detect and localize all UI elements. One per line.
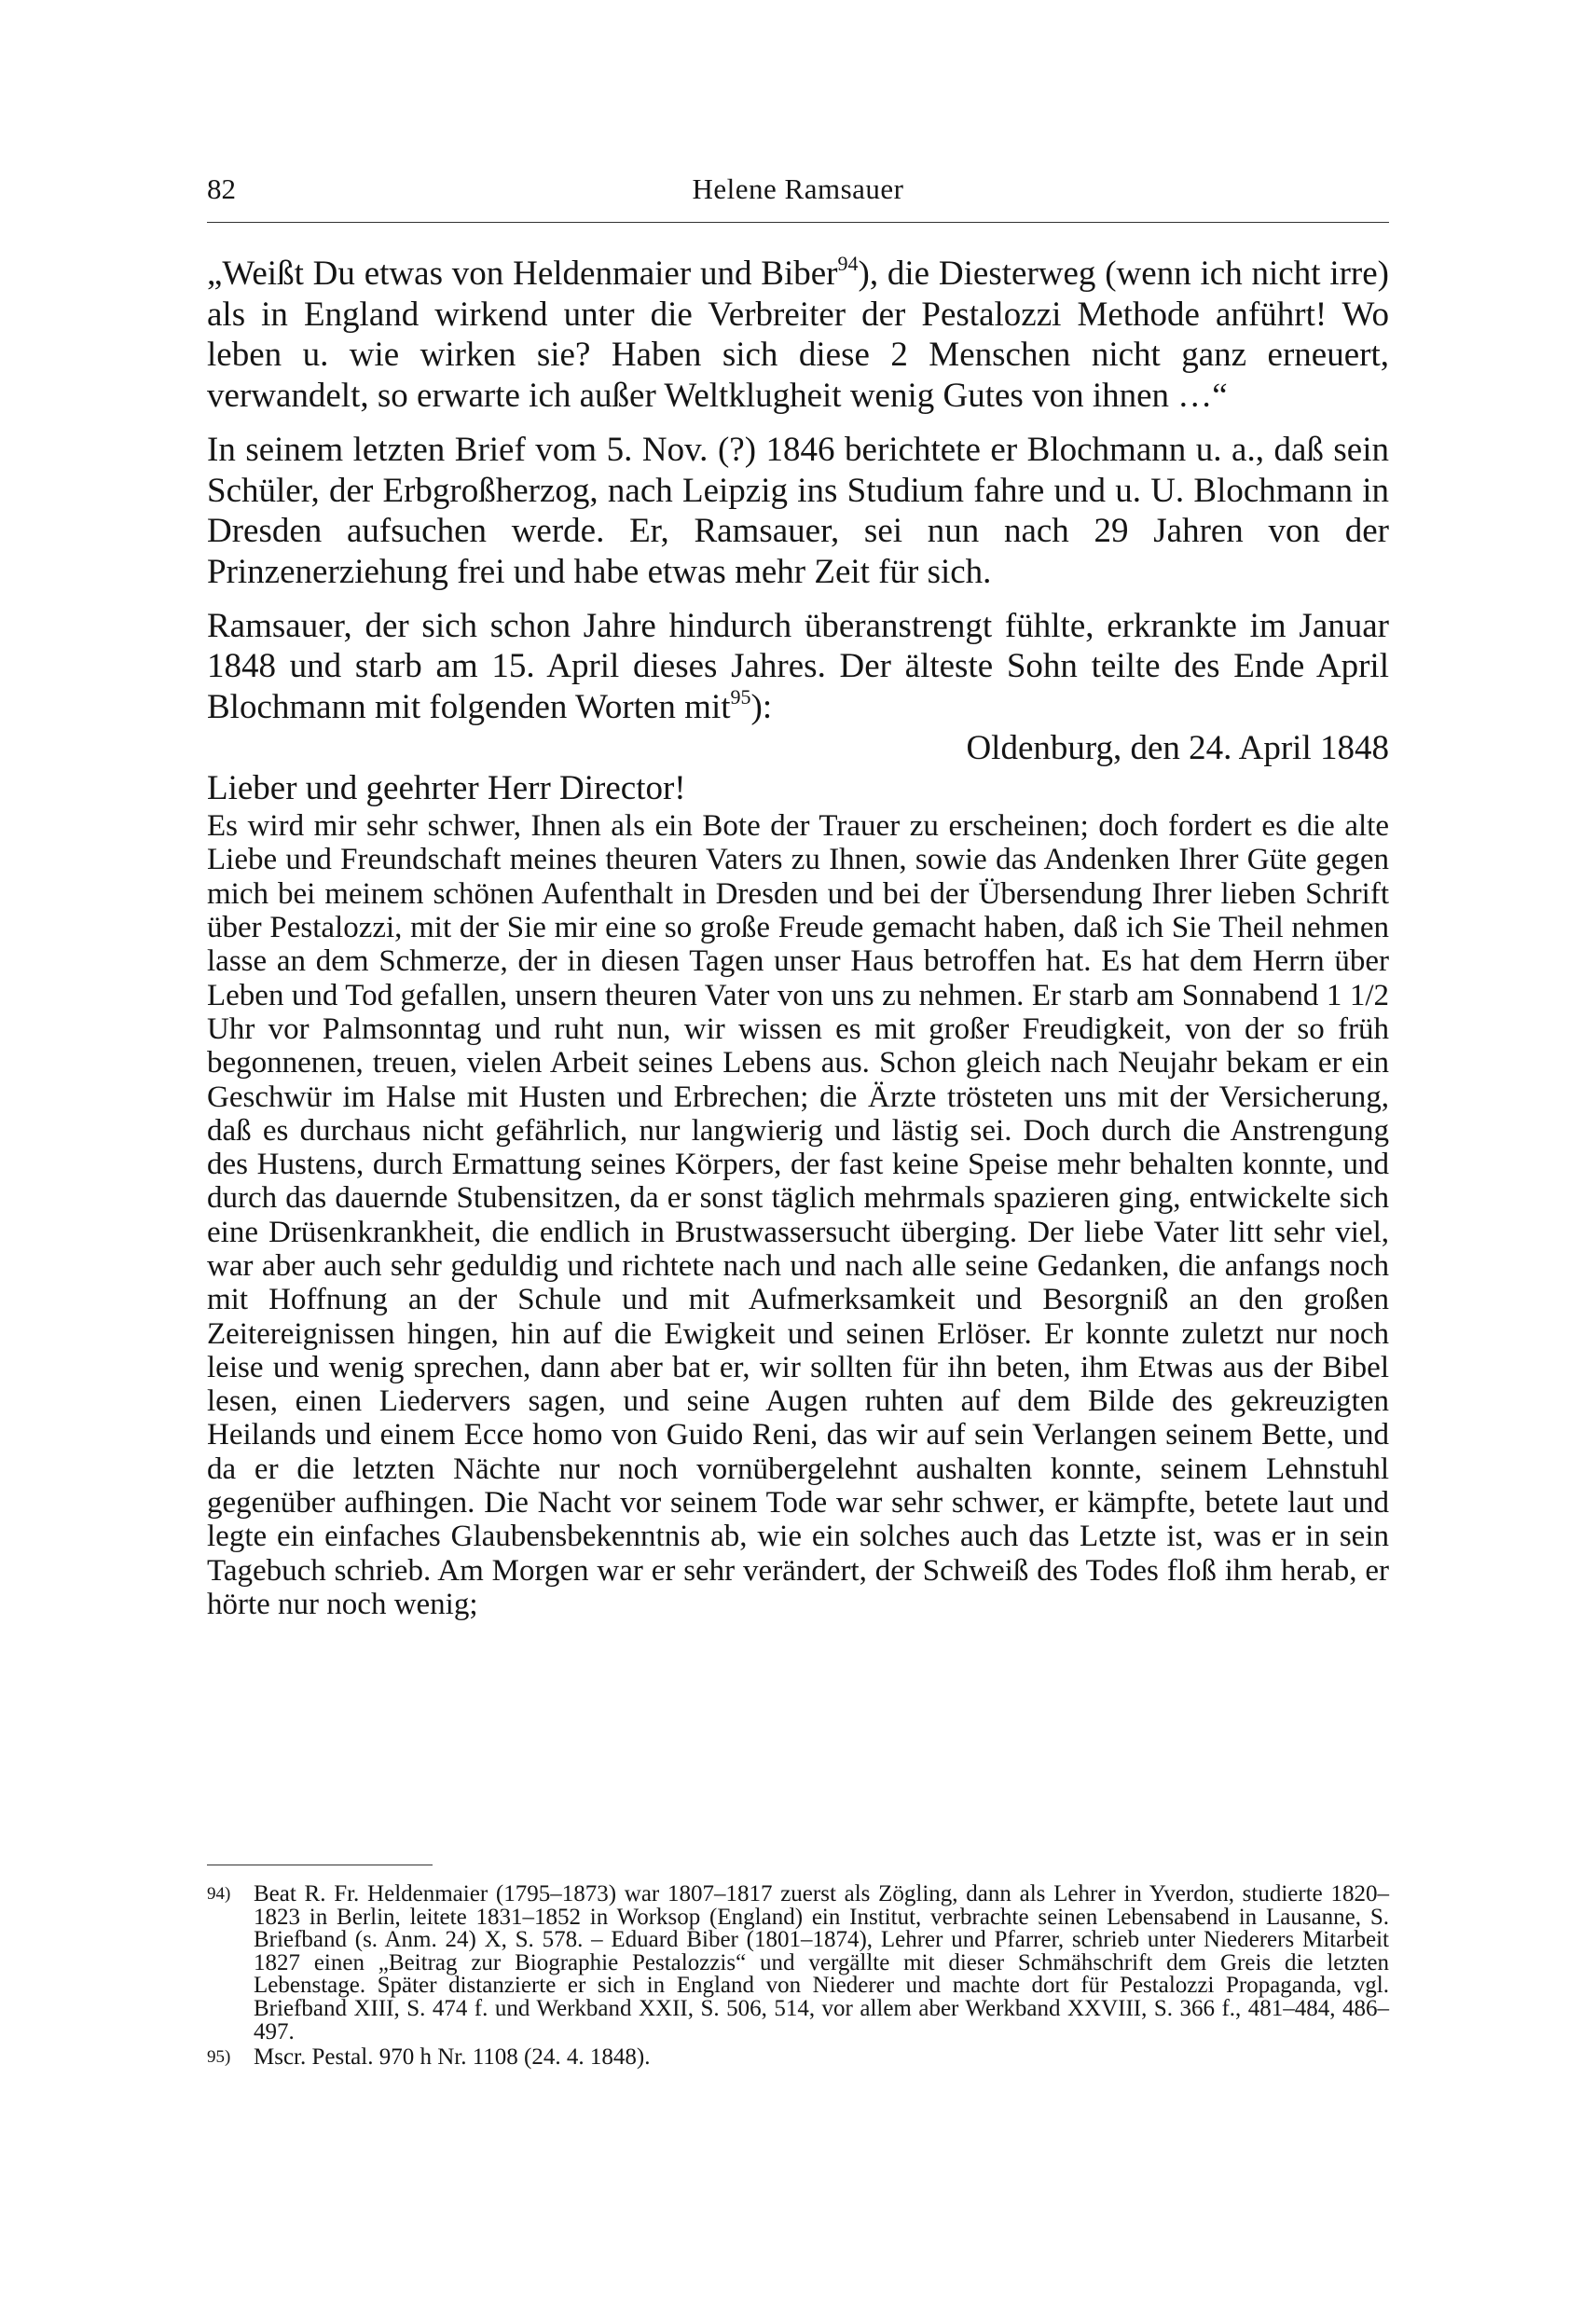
- running-head: Helene Ramsauer: [692, 172, 904, 205]
- page-number: 82: [207, 172, 236, 205]
- footnote-94: [207, 1883, 1389, 2044]
- footnotes-section: [207, 1883, 1389, 2072]
- header-rule: [207, 222, 1389, 223]
- footnote-mark: 95): [207, 2047, 231, 2068]
- footnote-ref-94[interactable]: 94: [837, 252, 859, 275]
- footnote-ref-95[interactable]: 95: [730, 685, 751, 709]
- letter-date-line: Oldenburg, den 24. April 1848: [966, 728, 1389, 767]
- page-header: [207, 171, 1389, 208]
- main-text: [207, 254, 1389, 1621]
- footnote-mark: 94): [207, 1884, 231, 1904]
- body-paragraph-death: [207, 606, 1389, 728]
- quotation-text-start: „Weißt Du etwas von Heldenmaier und Biber: [207, 255, 838, 293]
- letter-salutation: Lieber und geehrter Herr Director!: [207, 769, 686, 808]
- footnote-text: Beat R. Fr. Heldenmaier (1795–1873) war 1807–1817 zuerst als Zögling, dann als Lehrer in Yverdon, studierte 1820–1823 in Berlin, leitete 1831–1852 in Worksop (England) ein Institut, verbrachte seinen Lebensabend in Lausanne, S. Briefband (s. Anm. 24) X, S. 578. – Eduard Biber (1801–1874), Lehrer und Pfarrer, schrieb unter Niederers Mitarbeit 1827 einen „Beitrag zur Biographie Pestalozzis“ und vergällte mit dieser Schmähschrift dem Greis die letzten Lebenstage. Später distanzierte er sich in England von Niederer und machte dort für Pestalozzi Propaganda, vgl. Briefband XIII, S. 474 f. und Werkband XXII, S. 506, 514, vor allem aber Werkband XXVIII, S. 366 f., 481–484, 486–497.: [254, 1881, 1389, 2044]
- death-text-end: ):: [750, 688, 773, 727]
- quotation-text-end: ), die Diesterweg (wenn ich nicht irre) als in England wirkend unter die Verbreiter der Pestalozzi Methode anführt! Wo leben u. wie wirken sie? Haben sich diese 2 Menschen nicht ganz erneuert, verwandelt, so erwarte ich außer Weltklugheit wenig Gutes von ihnen …“: [207, 255, 1389, 416]
- body-paragraph-last-letter: In seinem letzten Brief vom 5. Nov. (?) 1846 berichtete er Blochmann u. a., daß sein Schüler, der Erbgroßherzog, nach Leipzig ins Studium fahre und u. U. Blochmann in Dresden aufsuchen werde. Er, Ramsauer, sei nun nach 29 Jahren von der Prinzenerziehung frei und habe etwas mehr Zeit für sich.: [207, 430, 1389, 591]
- death-text-start: Ramsauer, der sich schon Jahre hindurch überanstrengt fühlte, erkrankte im Januar 1848 und starb am 15. April dieses Jahres. Der älteste Sohn teilte des Ende April Blochmann mit folgenden Worten mit: [207, 606, 1389, 727]
- footnote-text: Mscr. Pestal. 970 h Nr. 1108 (24. 4. 1848).: [254, 2044, 651, 2071]
- footnote-95: [207, 2046, 1389, 2070]
- letter-body: Es wird mir sehr schwer, Ihnen als ein Bote der Trauer zu erscheinen; doch fordert es die alte Liebe und Freundschaft meines theuren Vaters zu Ihnen, sowie das Andenken Ihrer Güte gegen mich bei meinem schönen Aufenthalt in Dresden und bei der Übersendung Ihrer lieben Schrift über Pestalozzi, mit der Sie mir eine so große Freude gemacht haben, daß ich Sie Theil nehmen lasse an dem Schmerze, der in diesen Tagen unser Haus betroffen hat. Es hat dem Herrn über Leben und Tod gefallen, unsern theuren Vater von uns zu nehmen. Er starb am Sonnabend 1 1/2 Uhr vor Palmsonntag und ruht nun, wir wissen es mit großer Freudigkeit, von der so früh begonnenen, treuen, vielen Arbeit seines Lebens aus. Schon gleich nach Neujahr bekam er ein Geschwür im Halse mit Husten und Erbrechen; die Ärzte trösteten uns mit der Versicherung, daß es durchaus nicht gefährlich, nur langwierig und lästig sei. Doch durch die Anstrengung des Hustens, durch Ermattung seines Körpers, der fast keine Speise mehr behalten konnte, und durch das dauernde Stubensitzen, da er sonst täglich mehrmals spazieren ging, entwickelte sich eine Drüsenkrankheit, die endlich in Brustwassersucht überging. Der liebe Vater litt sehr viel, war aber auch sehr geduldig und richtete nach und nach alle seine Gedanken, die anfangs noch mit Hoffnung an der Schule und mit Aufmerksamkeit und Besorgniß an den großen Zeitereignissen hingen, hin auf die Ewigkeit und seinen Erlöser. Er konnte zuletzt nur noch leise und wenig sprechen, dann aber bat er, wir sollten für ihn beten, ihm Etwas aus der Bibel lesen, einen Liedervers sagen, und seine Augen ruhten auf dem Bilde des gekreuzigten Heilands und einem Ecce homo von Guido Reni, das wir auf sein Verlangen seinem Bette, und da er die letzten Nächte nur noch vornübergelehnt aushalten konnte, seinem Lehnstuhl gegenüber aufhingen. Die Nacht vor seinem Tode war sehr schwer, er kämpfte, betete laut und legte ein einfaches Glaubensbekenntnis ab, wie ein solches auch das Letzte ist, was er in sein Tagebuch schrieb. Am Morgen war er sehr verändert, der Schweiß des Todes floß ihm herab, er hörte nur noch wenig;: [207, 809, 1389, 1621]
- quotation-paragraph: [207, 254, 1389, 417]
